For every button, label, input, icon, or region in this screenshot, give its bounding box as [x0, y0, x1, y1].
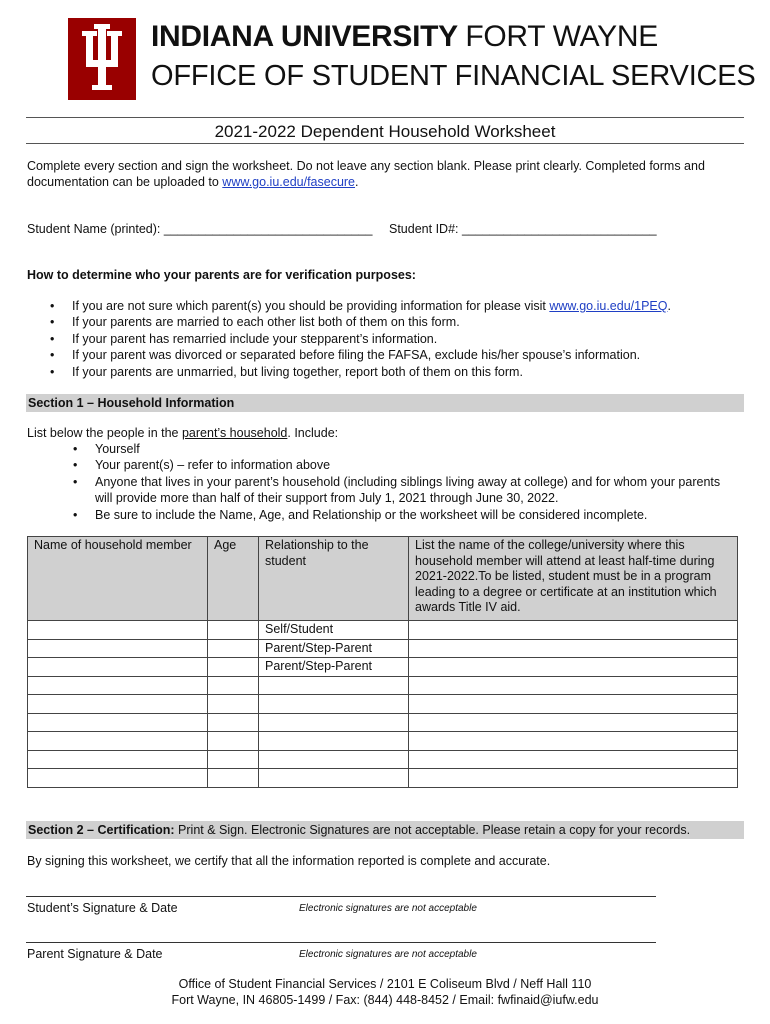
cell-college[interactable]	[409, 750, 738, 769]
list-item: • If your parents are married to each other list both of them on this form.	[72, 314, 752, 330]
cell-college[interactable]	[409, 621, 738, 640]
list-item: • If your parent has remarried include your stepparent’s information.	[72, 331, 752, 347]
section2-bar	[26, 821, 744, 839]
cell-relationship[interactable]: Parent/Step-Parent	[259, 658, 409, 677]
iu-trident-logo	[68, 18, 136, 100]
header-rule-top	[26, 117, 744, 118]
section1-include-list	[95, 441, 735, 523]
list-item: • Yourself	[95, 441, 735, 457]
cell-age[interactable]	[208, 732, 259, 751]
list-item: • Anyone that lives in your parent’s household (including siblings living away at college) and for whom your parents will provide more than half of their support from July 1, 2021 through June 30, 2022.	[95, 474, 735, 507]
table-row	[28, 695, 738, 714]
section1-title: Section 1 – Household Information	[28, 396, 235, 410]
student-esig-note: Electronic signatures are not acceptable	[299, 903, 477, 914]
parents-heading: How to determine who your parents are for verification purposes:	[27, 268, 416, 282]
col-header-college: List the name of the college/university where this household member will attend at least half-time during 2021-2022.To be listed, student must be in a program leading to a degree or certificate at an institution which awards Title IV aid.	[409, 537, 738, 621]
section1-bar	[26, 394, 744, 412]
cell-college[interactable]	[409, 732, 738, 751]
cell-age[interactable]	[208, 750, 259, 769]
cell-member-name[interactable]	[28, 750, 208, 769]
cell-college[interactable]	[409, 713, 738, 732]
fasecure-link[interactable]: www.go.iu.edu/fasecure	[222, 175, 356, 189]
document-title: 2021-2022 Dependent Household Worksheet	[214, 122, 556, 141]
parent-signature-label: Parent Signature & Date	[27, 947, 163, 961]
parents-rules-list	[72, 298, 752, 380]
office-name: OFFICE OF STUDENT FINANCIAL SERVICES	[151, 60, 756, 92]
parent-signature-line[interactable]	[26, 942, 656, 943]
cell-college[interactable]	[409, 658, 738, 677]
list-item: • If your parent was divorced or separated before filing the FAFSA, exclude his/her spouse’s information.	[72, 347, 752, 363]
student-id-field[interactable]: Student ID#: ____________________________	[389, 222, 657, 236]
student-signature-line[interactable]	[26, 896, 656, 897]
cell-member-name[interactable]	[28, 769, 208, 788]
student-name-field[interactable]: Student Name (printed): ______________________________	[27, 222, 373, 236]
cell-member-name[interactable]	[28, 658, 208, 677]
household-table	[27, 536, 738, 788]
cell-college[interactable]	[409, 769, 738, 788]
col-header-age: Age	[208, 537, 259, 621]
cell-age[interactable]	[208, 676, 259, 695]
col-header-relationship: Relationship to the student	[259, 537, 409, 621]
table-row	[28, 750, 738, 769]
list-item: • Be sure to include the Name, Age, and Relationship or the worksheet will be considered incomplete.	[95, 507, 735, 523]
cell-age[interactable]	[208, 639, 259, 658]
cell-relationship[interactable]	[259, 695, 409, 714]
cell-age[interactable]	[208, 658, 259, 677]
table-header-row	[28, 537, 738, 621]
parents-household-term: parent’s household	[181, 426, 288, 440]
cell-age[interactable]	[208, 713, 259, 732]
table-row	[28, 713, 738, 732]
section2-instructions: Print & Sign. Electronic Signatures are not acceptable. Please retain a copy for your records.	[174, 823, 691, 837]
cell-relationship[interactable]	[259, 750, 409, 769]
col-header-name: Name of household member	[28, 537, 208, 621]
cell-college[interactable]	[409, 639, 738, 658]
cell-college[interactable]	[409, 676, 738, 695]
cell-member-name[interactable]	[28, 639, 208, 658]
list-item: • Your parent(s) – refer to information above	[95, 457, 735, 473]
certify-statement: By signing this worksheet, we certify that all the information reported is complete and accurate.	[27, 854, 551, 868]
university-name	[151, 20, 658, 54]
footer-address: Office of Student Financial Services / 2101 E Coliseum Blvd / Neff Hall 110	[178, 977, 592, 991]
cell-relationship[interactable]	[259, 713, 409, 732]
parent-esig-note: Electronic signatures are not acceptable	[299, 949, 477, 960]
table-row	[28, 621, 738, 640]
table-row	[28, 639, 738, 658]
section1-intro-end: . Include:	[287, 426, 339, 440]
intro-text: Complete every section and sign the worksheet. Do not leave any section blank. Please print clearly. Completed forms and documentation can be uploaded to	[27, 159, 705, 189]
table-row	[28, 732, 738, 751]
table-row	[28, 676, 738, 695]
list-item: • If your parents are unmarried, but living together, report both of them on this form.	[72, 364, 752, 380]
student-signature-label: Student’s Signature & Date	[27, 901, 178, 915]
cell-age[interactable]	[208, 621, 259, 640]
1peq-link[interactable]: www.go.iu.edu/1PEQ	[549, 299, 668, 313]
section1-intro-text: List below the people in the	[27, 426, 182, 440]
cell-college[interactable]	[409, 695, 738, 714]
household-table-body	[28, 621, 738, 788]
cell-member-name[interactable]	[28, 695, 208, 714]
list-item-text: If you are not sure which parent(s) you should be providing information for please visit	[72, 299, 550, 313]
cell-relationship[interactable]: Parent/Step-Parent	[259, 639, 409, 658]
intro-text-end: .	[355, 175, 359, 189]
cell-member-name[interactable]	[28, 676, 208, 695]
footer-contact: Fort Wayne, IN 46805-1499 / Fax: (844) 448-8452 / Email: fwfinaid@iufw.edu	[171, 993, 599, 1007]
cell-relationship[interactable]	[259, 732, 409, 751]
cell-age[interactable]	[208, 769, 259, 788]
section1-intro	[27, 425, 338, 441]
section2-title: Section 2 – Certification:	[28, 823, 175, 837]
university-campus: FORT WAYNE	[465, 20, 658, 53]
cell-relationship[interactable]	[259, 769, 409, 788]
table-row	[28, 658, 738, 677]
cell-member-name[interactable]	[28, 713, 208, 732]
intro-paragraph	[27, 158, 742, 190]
list-item-text-end: .	[667, 299, 671, 313]
list-item	[72, 298, 752, 314]
university-name-bold: INDIANA UNIVERSITY	[151, 20, 458, 53]
table-row	[28, 769, 738, 788]
cell-relationship[interactable]: Self/Student	[259, 621, 409, 640]
header-rule-bottom	[26, 143, 744, 144]
cell-member-name[interactable]	[28, 621, 208, 640]
cell-member-name[interactable]	[28, 732, 208, 751]
cell-relationship[interactable]	[259, 676, 409, 695]
cell-age[interactable]	[208, 695, 259, 714]
